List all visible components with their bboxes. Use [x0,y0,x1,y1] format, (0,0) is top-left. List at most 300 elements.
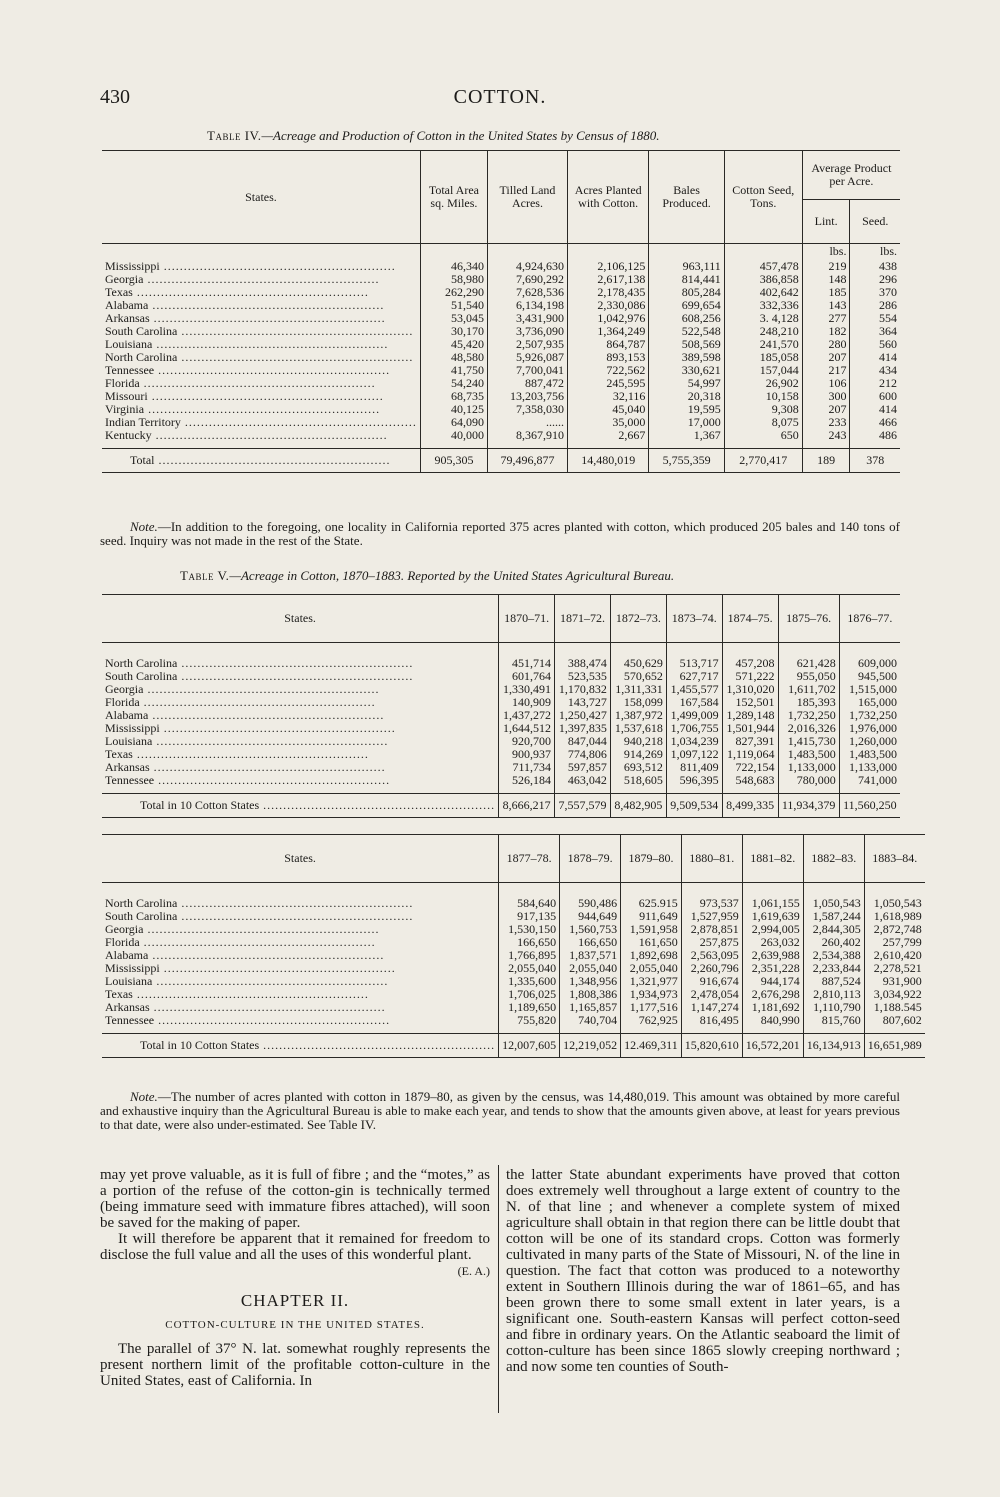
value-cell: 944,174 [742,975,803,988]
note1-lead: Note. [130,519,158,534]
value-cell-tilled: 4,924,630 [487,260,567,273]
value-cell-tilled: 2,507,935 [487,338,567,351]
state-name: Virginia [105,402,145,416]
state-name: Georgia [105,272,144,286]
value-cell: 920,700 [499,735,555,748]
table4-header-area: Total Area sq. Miles. [420,151,487,244]
value-cell: 2,639,988 [742,949,803,962]
value-cell-lint: 106 [802,377,850,390]
value-cell-lint: 243 [802,429,850,442]
value-cell: 1,189,650 [499,1001,560,1014]
value-cell: 1,387,972 [610,709,666,722]
table-row [102,897,925,910]
table4-caption-text: —Acreage and Production of Cotton in the United States by Census of 1880. [261,128,660,143]
value-cell: 1,170,832 [555,683,611,696]
value-cell-tilled: 13,203,756 [487,390,567,403]
leader-dots: .......................................................... [143,272,380,286]
value-cell: 166,650 [560,936,621,949]
total-label-cell [102,1034,499,1058]
value-cell: 1,530,150 [499,923,560,936]
left-column [100,1167,490,1389]
value-cell-seedper: 364 [850,325,900,338]
value-cell: 596,395 [666,774,722,787]
value-cell-seedper: 414 [850,351,900,364]
page-header [100,86,900,116]
value-cell-seedper: 486 [850,429,900,442]
value-cell: 1,611,702 [778,683,839,696]
value-cell: 1,310,020 [722,683,778,696]
value-cell-seedper: 600 [850,390,900,403]
value-cell: 1,527,959 [681,910,742,923]
right-column [506,1167,900,1375]
state-name: Georgia [105,923,144,936]
value-cell: 167,584 [666,696,722,709]
empty-cell [499,643,555,658]
value-cell: 457,208 [722,657,778,670]
value-cell: 161,650 [621,936,682,949]
table4-header-seed: Cotton Seed, Tons. [724,151,802,244]
author-signature: (E. A.) [457,1264,490,1278]
table-row [102,761,900,774]
value-cell: 143,727 [555,696,611,709]
value-cell-bales: 19,595 [649,403,724,416]
table-row [102,260,900,273]
value-cell: 811,409 [666,761,722,774]
value-cell-planted: 864,787 [568,338,649,351]
value-cell: 1,455,577 [666,683,722,696]
empty-cell [649,244,724,260]
value-cell: 609,000 [839,657,900,670]
total-cell: 11,934,379 [778,794,839,818]
table4-caption [207,128,660,144]
spacer-row [102,883,925,898]
value-cell: 1,133,000 [839,761,900,774]
value-cell: 807,602 [864,1014,925,1027]
leader-dots: .......................................................... [152,735,389,748]
value-cell-seedper: 560 [850,338,900,351]
value-cell: 900,937 [499,748,555,761]
value-cell-seedper: 370 [850,286,900,299]
table-row [102,403,900,416]
total-cell: 8,666,217 [499,794,555,818]
value-cell-area: 40,125 [420,403,487,416]
value-cell-seed: 26,902 [724,377,802,390]
value-cell: 463,042 [555,774,611,787]
empty-cell [102,643,499,658]
value-cell-planted: 2,106,125 [568,260,649,273]
year-header: 1872–73. [610,595,666,643]
total-cell: 8,482,905 [610,794,666,818]
table-row [102,735,900,748]
state-cell [102,709,499,722]
state-cell [102,390,420,403]
value-cell-bales: 699,654 [649,299,724,312]
value-cell-lint: 219 [802,260,850,273]
state-name: North Carolina [105,657,178,670]
total-cell-bales: 5,755,359 [649,448,724,472]
value-cell: 944,649 [560,910,621,923]
value-cell-seed: 332,336 [724,299,802,312]
state-cell [102,364,420,377]
value-cell: 140,909 [499,696,555,709]
state-cell [102,299,420,312]
value-cell-area: 51,540 [420,299,487,312]
leader-dots: .......................................................... [154,774,391,787]
empty-cell [499,883,560,898]
value-cell-tilled: 7,700,041 [487,364,567,377]
value-cell: 625.915 [621,897,682,910]
value-cell: 2,233,844 [803,962,864,975]
state-cell [102,338,420,351]
state-cell [102,670,499,683]
state-cell [102,962,499,975]
value-cell-bales: 20,318 [649,390,724,403]
value-cell-area: 41,750 [420,364,487,377]
value-cell-seedper: 438 [850,260,900,273]
state-cell [102,722,499,735]
value-cell: 2,810,113 [803,988,864,1001]
table4-header-bales: Bales Produced. [649,151,724,244]
value-cell: 1,311,331 [610,683,666,696]
year-header: 1881–82. [742,835,803,883]
value-cell-planted: 245,595 [568,377,649,390]
value-cell-lint: 280 [802,338,850,351]
value-cell-seed: 185,058 [724,351,802,364]
value-cell-area: 68,735 [420,390,487,403]
value-cell-tilled: 7,358,030 [487,403,567,416]
total-cell-seedper: 378 [850,448,900,472]
total-cell-seed: 2,770,417 [724,448,802,472]
value-cell: 1,587,244 [803,910,864,923]
value-cell-seedper: 296 [850,273,900,286]
value-cell: 451,714 [499,657,555,670]
value-cell: 2,534,388 [803,949,864,962]
value-cell-tilled: 7,628,536 [487,286,567,299]
value-cell-seedper: 554 [850,312,900,325]
state-cell [102,949,499,962]
state-name: Arkansas [105,761,150,774]
value-cell-seedper: 466 [850,416,900,429]
value-cell-planted: 2,178,435 [568,286,649,299]
value-cell-tilled: 887,472 [487,377,567,390]
value-cell: 1,619,639 [742,910,803,923]
value-cell: 1,181,692 [742,1001,803,1014]
total-cell: 16,134,913 [803,1034,864,1058]
value-cell-seedper: 434 [850,364,900,377]
value-cell: 1,976,000 [839,722,900,735]
state-cell [102,735,499,748]
value-cell: 1,837,571 [560,949,621,962]
empty-cell [722,643,778,658]
value-cell-seed: 402,642 [724,286,802,299]
states-header: States. [102,595,499,643]
column-divider [498,1165,499,1413]
state-cell [102,748,499,761]
value-cell-seed: 457,478 [724,260,802,273]
total-cell: 9,509,534 [666,794,722,818]
state-name: Texas [105,285,133,299]
value-cell: 741,000 [839,774,900,787]
value-cell: 774,806 [555,748,611,761]
state-name: Missouri [105,389,148,403]
value-cell-area: 64,090 [420,416,487,429]
leader-dots: .......................................................... [132,285,369,299]
value-cell: 1,133,000 [778,761,839,774]
state-cell [102,377,420,390]
total-cell-lint: 189 [802,448,850,472]
leader-dots: .......................................................... [259,1038,496,1052]
empty-cell [560,883,621,898]
unit-seed: lbs. [850,244,900,260]
value-cell: 722,154 [722,761,778,774]
value-cell-area: 54,240 [420,377,487,390]
value-cell: 1,560,753 [560,923,621,936]
table-v-part1 [102,594,900,818]
leader-dots: .......................................................... [159,962,396,975]
value-cell-bales: 522,548 [649,325,724,338]
empty-cell [666,643,722,658]
value-cell: 840,990 [742,1014,803,1027]
value-cell: 2,878,851 [681,923,742,936]
value-cell: 570,652 [610,670,666,683]
value-cell-planted: 2,667 [568,429,649,442]
state-cell [102,657,499,670]
state-name: Alabama [105,298,149,312]
leader-dots: .......................................................... [180,415,417,429]
state-cell [102,696,499,709]
state-name: Total in 10 Cotton States [140,1038,260,1052]
value-cell-lint: 233 [802,416,850,429]
state-name: Tennessee [105,1014,155,1027]
leader-dots: .......................................................... [147,389,384,403]
value-cell: 1,050,543 [803,897,864,910]
year-header: 1870–71. [499,595,555,643]
leader-dots: .......................................................... [177,350,414,364]
chapter-subheading: COTTON-CULTURE IN THE UNITED STATES. [165,1319,425,1331]
value-cell: 1,732,250 [839,709,900,722]
value-cell: 513,717 [666,657,722,670]
table4-caption-lead: Table IV. [207,128,262,143]
value-cell-tilled: ...... [487,416,567,429]
value-cell-bales: 608,256 [649,312,724,325]
value-cell: 450,629 [610,657,666,670]
value-cell: 945,500 [839,670,900,683]
state-name: Total [130,452,155,467]
total-label-cell [102,448,420,472]
leader-dots: .......................................................... [139,376,376,390]
value-cell: 263,032 [742,936,803,949]
state-cell [102,312,420,325]
value-cell: 1,515,000 [839,683,900,696]
state-cell [102,774,499,787]
value-cell: 185,393 [778,696,839,709]
value-cell: 911,649 [621,910,682,923]
empty-cell [555,643,611,658]
value-cell-bales: 508,569 [649,338,724,351]
total-cell: 8,499,335 [722,794,778,818]
leader-dots: .......................................................... [139,936,376,949]
value-cell: 601,764 [499,670,555,683]
value-cell: 711,734 [499,761,555,774]
value-cell: 2,844,305 [803,923,864,936]
table-row [102,670,900,683]
value-cell: 1,034,239 [666,735,722,748]
leader-dots: .......................................................... [152,337,389,351]
table-row [102,657,900,670]
value-cell: 548,683 [722,774,778,787]
table-row [102,696,900,709]
empty-cell [778,643,839,658]
note1-text: —In addition to the foregoing, one locality in California reported 375 acres planted with cotton, which produced 205 bales and 140 tons of seed. Inquiry was not made in the rest of the State. [100,519,900,548]
value-cell: 571,222 [722,670,778,683]
leader-dots: .......................................................... [149,1001,386,1014]
state-cell [102,429,420,442]
state-name: Total in 10 Cotton States [140,798,260,812]
value-cell: 1,188.545 [864,1001,925,1014]
value-cell: 740,704 [560,1014,621,1027]
value-cell: 1,097,122 [666,748,722,761]
value-cell: 955,050 [778,670,839,683]
value-cell-tilled: 3,736,090 [487,325,567,338]
value-cell-bales: 17,000 [649,416,724,429]
table5-caption [180,568,674,584]
value-cell: 2,478,054 [681,988,742,1001]
table4-note [100,520,900,548]
state-cell [102,1014,499,1027]
value-cell-bales: 814,441 [649,273,724,286]
value-cell-planted: 722,562 [568,364,649,377]
note2-lead: Note. [130,1089,158,1104]
state-name: South Carolina [105,670,178,683]
year-header: 1874–75. [722,595,778,643]
leader-dots: .......................................................... [177,324,414,338]
value-cell-lint: 207 [802,351,850,364]
state-name: Alabama [105,709,149,722]
leader-dots: .......................................................... [148,298,385,312]
value-cell-planted: 2,330,086 [568,299,649,312]
value-cell: 1,397,835 [555,722,611,735]
value-cell: 1,766,895 [499,949,560,962]
total-label-cell [102,794,499,818]
table-row [102,774,900,787]
value-cell: 2,055,040 [560,962,621,975]
leader-dots: .......................................................... [148,709,385,722]
empty-cell [621,883,682,898]
value-cell: 590,486 [560,897,621,910]
value-cell-tilled: 6,134,198 [487,299,567,312]
table-iv [102,150,900,473]
state-cell [102,403,420,416]
value-cell: 2,260,796 [681,962,742,975]
state-name: Mississippi [105,722,160,735]
table-row [102,923,925,936]
state-name: North Carolina [105,350,178,364]
leader-dots: .......................................................... [159,722,396,735]
value-cell: 1,061,155 [742,897,803,910]
value-cell: 827,391 [722,735,778,748]
state-cell [102,988,499,1001]
value-cell: 887,524 [803,975,864,988]
year-header: 1877–78. [499,835,560,883]
total-cell: 16,651,989 [864,1034,925,1058]
value-cell-bales: 389,598 [649,351,724,364]
value-cell: 2,278,521 [864,962,925,975]
chapter-heading: CHAPTER II. [240,1291,350,1310]
state-cell [102,683,499,696]
value-cell-planted: 32,116 [568,390,649,403]
state-name: Kentucky [105,428,152,442]
value-cell: 2,994,005 [742,923,803,936]
total-row [102,448,900,472]
state-name: Tennessee [105,774,155,787]
table-row [102,273,900,286]
value-cell: 2,351,228 [742,962,803,975]
leader-dots: .......................................................... [177,897,414,910]
year-header: 1878–79. [560,835,621,883]
value-cell-tilled: 5,926,087 [487,351,567,364]
table-row [102,416,900,429]
total-row [102,794,900,818]
value-cell-seed: 9,308 [724,403,802,416]
table4-header-planted: Acres Planted with Cotton. [568,151,649,244]
value-cell: 2,610,420 [864,949,925,962]
value-cell: 152,501 [722,696,778,709]
value-cell: 780,000 [778,774,839,787]
table-row [102,390,900,403]
value-cell-lint: 182 [802,325,850,338]
value-cell-bales: 805,284 [649,286,724,299]
total-cell-area: 905,305 [420,448,487,472]
running-title: COTTON. [453,86,547,108]
value-cell: 1,110,790 [803,1001,864,1014]
value-cell: 1,119,064 [722,748,778,761]
table-row [102,312,900,325]
leader-dots: .......................................................... [154,363,391,377]
left-paragraph-2: It will therefore be apparent that it remained for freedom to disclose the full value and all the uses of this wonderful plant. [100,1231,490,1263]
value-cell: 526,184 [499,774,555,787]
leader-dots: .......................................................... [259,798,496,812]
value-cell: 1,330,491 [499,683,555,696]
total-cell-tilled: 79,496,877 [487,448,567,472]
value-cell: 257,875 [681,936,742,949]
table-row [102,325,900,338]
value-cell: 597,857 [555,761,611,774]
empty-cell [568,244,649,260]
state-name: Louisiana [105,337,153,351]
leader-dots: .......................................................... [159,259,396,273]
value-cell: 755,820 [499,1014,560,1027]
state-name: Florida [105,376,140,390]
value-cell: 914,269 [610,748,666,761]
value-cell-bales: 330,621 [649,364,724,377]
value-cell-tilled: 8,367,910 [487,429,567,442]
state-name: Arkansas [105,1001,150,1014]
right-paragraph: the latter State abundant experiments have proved that cotton does extremely well throughout a large extent of country to the N. of that line ; and whenever a complete system of mixed agriculture shall obtain in that region there can be little doubt that cotton will be one of its standard crops. Cotton was formerly cultivated in many parts of the State of Missouri, N. of the line in question. The fact that cotton was produced to a noteworthy extent in Southern Illinois during the war of 1861–65, and has been grown there to some small extent in later years, is a significant one. South-eastern Kansas will perfect cotton-seed and fibre in ordinary years. On the Atlantic seaboard the limit of cotton-culture has been since 1865 slowly creeping northward ; and now some ten counties of South- [506,1167,900,1375]
value-cell: 1,808,386 [560,988,621,1001]
value-cell-seed: 241,570 [724,338,802,351]
leader-dots: .......................................................... [148,949,385,962]
leader-dots: .......................................................... [177,657,414,670]
table5-caption-text: —Acreage in Cotton, 1870–1883. Reported by the United States Agricultural Bureau. [229,568,675,583]
value-cell-lint: 207 [802,403,850,416]
total-cell: 7,557,579 [555,794,611,818]
empty-cell [724,244,802,260]
state-cell [102,910,499,923]
value-cell-area: 40,000 [420,429,487,442]
table-row [102,1014,925,1027]
state-name: Georgia [105,683,144,696]
unit-lint: lbs. [802,244,850,260]
